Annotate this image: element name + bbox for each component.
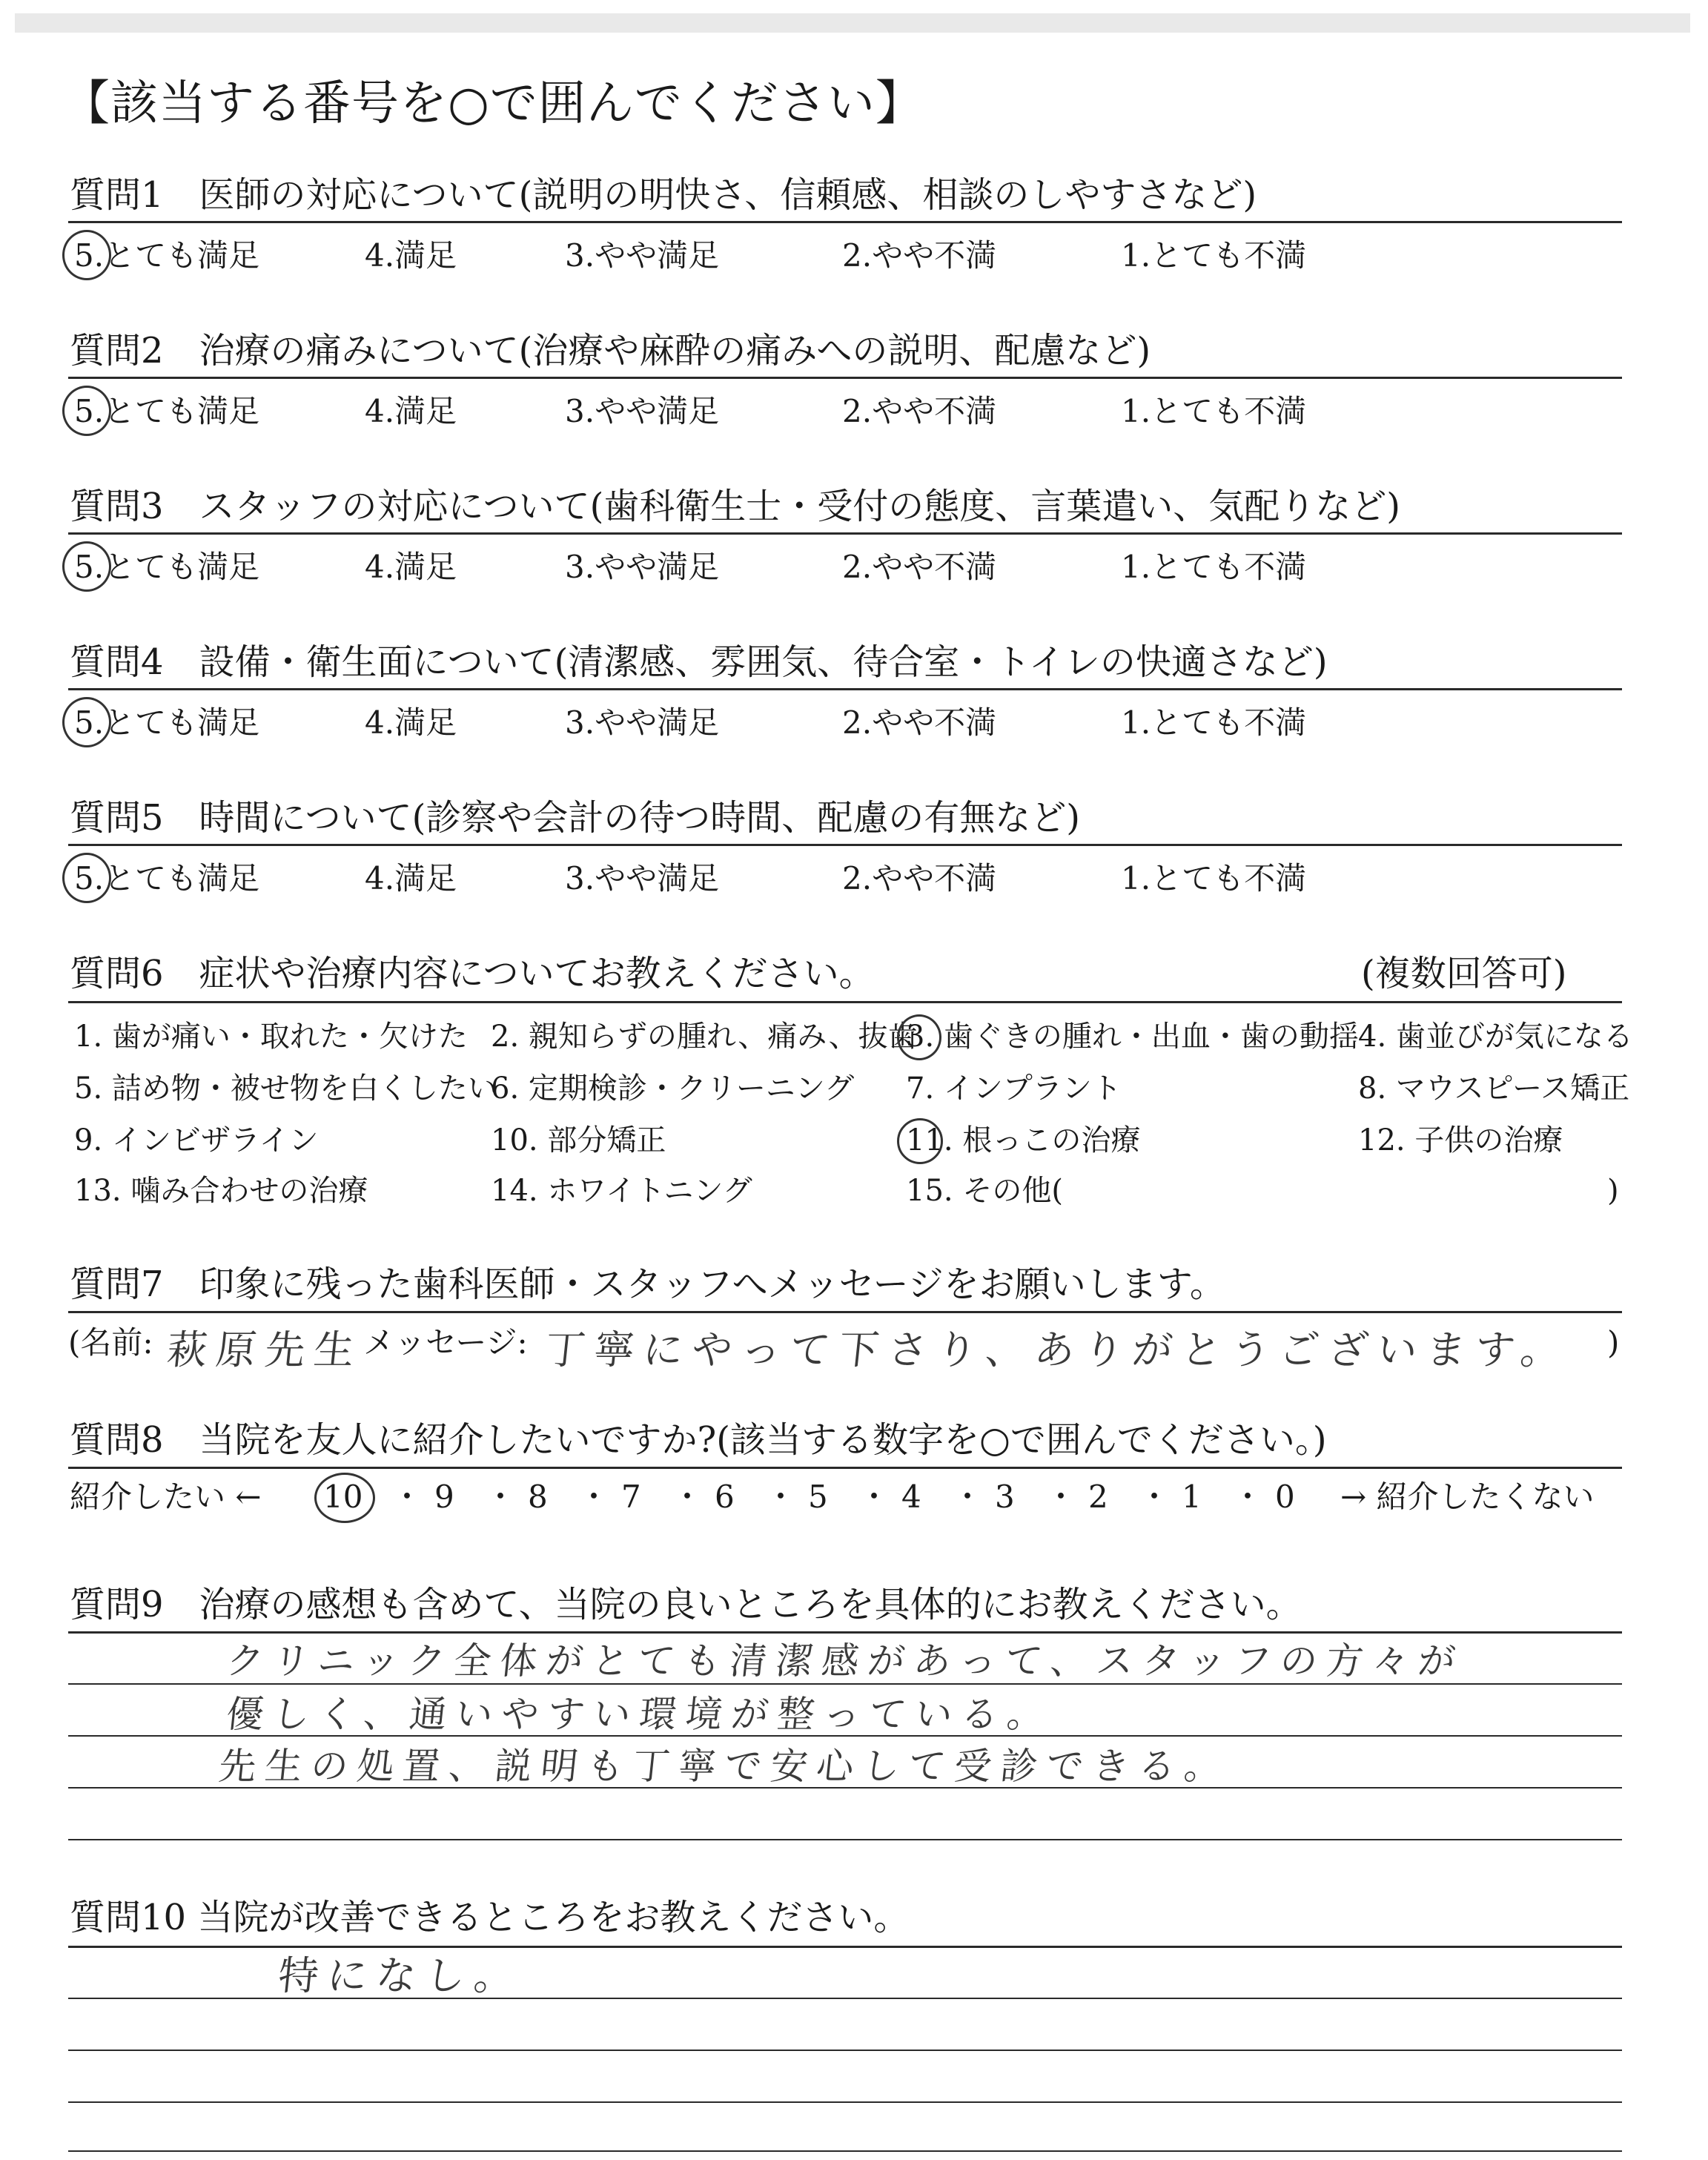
q6-other-close-paren: ) [1607, 1174, 1619, 1208]
q6-option-14[interactable]: 14. ホワイトニング [491, 1174, 752, 1208]
q8-dot: ・ [1045, 1479, 1077, 1515]
q6-option-7[interactable]: 7. インプラント [906, 1071, 1122, 1106]
q8-scale-6[interactable]: 6 [715, 1479, 735, 1515]
q1-option-2[interactable]: 2.やや不満 [842, 237, 997, 274]
q6-option-10[interactable]: 10. 部分矯正 [491, 1123, 666, 1157]
answer-line [68, 2101, 1622, 2103]
q4-option-2[interactable]: 2.やや不満 [842, 704, 997, 741]
divider [68, 688, 1622, 690]
q7-message-label: メッセージ: [363, 1324, 528, 1361]
q6-option-13[interactable]: 13. 噛み合わせの治療 [74, 1174, 368, 1208]
q9-answer-line-1[interactable]: クリニック全体がとても清潔感があって、スタッフの方々が [224, 1639, 1467, 1682]
q8-scale-8[interactable]: 8 [528, 1479, 548, 1515]
q5-option-1[interactable]: 1.とても不満 [1121, 860, 1307, 896]
q8-dot: ・ [765, 1479, 797, 1515]
q5-selection-circle [62, 853, 111, 903]
question-10-title: 質問10 当院が改善できるところをお教えください。 [70, 1897, 910, 1938]
q8-dot: ・ [578, 1479, 610, 1515]
q8-dot: ・ [952, 1479, 984, 1515]
q2-selection-circle [62, 386, 111, 436]
q8-right-label: → 紹介したくない [1340, 1479, 1595, 1515]
answer-line [68, 2050, 1622, 2051]
q8-scale-1[interactable]: 1 [1182, 1479, 1202, 1515]
q7-name-handwritten[interactable]: 萩原先生 [165, 1327, 365, 1373]
q3-selection-circle [62, 541, 111, 592]
q4-option-3[interactable]: 3.やや満足 [565, 704, 720, 741]
q8-scale-3[interactable]: 3 [995, 1479, 1015, 1515]
q1-option-3[interactable]: 3.やや満足 [565, 237, 720, 274]
q3-option-2[interactable]: 2.やや不満 [842, 549, 997, 585]
q6-option-1[interactable]: 1. 歯が痛い・取れた・欠けた [74, 1020, 468, 1054]
q1-option-5[interactable]: 5.とても満足 [74, 237, 260, 274]
scan-top-edge [15, 13, 1690, 33]
q6-option-11[interactable]: 11. 根っこの治療 [906, 1123, 1141, 1157]
q8-scale-0[interactable]: 0 [1275, 1479, 1295, 1515]
q8-left-label: 紹介したい ← [70, 1479, 262, 1515]
q6-option-15[interactable]: 15. その他( [906, 1174, 1063, 1208]
divider [68, 1001, 1622, 1003]
q8-scale-4[interactable]: 4 [901, 1479, 921, 1515]
q2-option-3[interactable]: 3.やや満足 [565, 393, 720, 429]
divider [68, 377, 1622, 379]
q2-option-4[interactable]: 4.満足 [365, 393, 457, 429]
question-1-title: 質問1 医師の対応について(説明の明快さ、信頼感、相談のしやすさなど) [70, 174, 1257, 216]
q8-scale-9[interactable]: 9 [434, 1479, 454, 1515]
q8-dot: ・ [485, 1479, 517, 1515]
question-4-title: 質問4 設備・衛生面について(清潔感、雰囲気、待合室・トイレの快適さなど) [70, 641, 1328, 683]
q9-answer-line-2[interactable]: 優しく、通いやすい環境が整っている。 [224, 1693, 1056, 1736]
question-2-title: 質問2 治療の痛みについて(治療や麻酔の痛みへの説明、配慮など) [70, 330, 1151, 371]
q9-answer-line-3[interactable]: 先生の処置、説明も丁寧で安心して受診できる。 [216, 1745, 1233, 1788]
q6-option-12[interactable]: 12. 子供の治療 [1358, 1123, 1563, 1157]
q2-option-1[interactable]: 1.とても不満 [1121, 393, 1307, 429]
q6-option-6[interactable]: 6. 定期検診・クリーニング [491, 1071, 855, 1106]
q3-option-3[interactable]: 3.やや満足 [565, 549, 720, 585]
q7-name-label: (名前: [68, 1324, 153, 1361]
q7-message-handwritten[interactable]: 丁寧にやって下さり、ありがとうございます。 [543, 1327, 1572, 1373]
q8-selection-circle [314, 1473, 375, 1523]
q8-dot: ・ [1232, 1479, 1264, 1515]
q6-option-9[interactable]: 9. インビザライン [74, 1123, 319, 1157]
divider [68, 844, 1622, 846]
divider [68, 1311, 1622, 1313]
q8-scale-2[interactable]: 2 [1088, 1479, 1108, 1515]
q8-scale-5[interactable]: 5 [808, 1479, 828, 1515]
answer-line [68, 1839, 1622, 1840]
question-8-title: 質問8 当院を友人に紹介したいですか?(該当する数字を○で囲んでください。) [70, 1419, 1327, 1461]
q4-option-4[interactable]: 4.満足 [365, 704, 457, 741]
divider [68, 532, 1622, 535]
q4-option-5[interactable]: 5.とても満足 [74, 704, 260, 741]
q6-option-11-circle [897, 1118, 943, 1164]
divider [68, 1467, 1622, 1469]
q8-dot: ・ [391, 1479, 423, 1515]
q1-option-1[interactable]: 1.とても不満 [1121, 237, 1307, 274]
q1-selection-circle [62, 230, 111, 280]
q3-option-5[interactable]: 5.とても満足 [74, 549, 260, 585]
q5-option-3[interactable]: 3.やや満足 [565, 860, 720, 896]
q6-option-2[interactable]: 2. 親知らずの腫れ、痛み、抜歯 [491, 1020, 918, 1054]
question-7-title: 質問7 印象に残った歯科医師・スタッフへメッセージをお願いします。 [70, 1264, 1225, 1305]
divider [68, 221, 1622, 223]
q8-scale-10[interactable]: 10 [323, 1479, 363, 1515]
q4-option-1[interactable]: 1.とても不満 [1121, 704, 1307, 741]
q5-option-4[interactable]: 4.満足 [365, 860, 457, 896]
q8-dot: ・ [1139, 1479, 1171, 1515]
q5-option-5[interactable]: 5.とても満足 [74, 860, 260, 896]
q6-option-8[interactable]: 8. マウスピース矯正 [1358, 1071, 1630, 1106]
q8-scale-7[interactable]: 7 [621, 1479, 641, 1515]
q6-option-3-circle [897, 1014, 941, 1060]
question-9-title: 質問9 治療の感想も含めて、当院の良いところを具体的にお教えください。 [70, 1584, 1302, 1625]
q6-option-4[interactable]: 4. 歯並びが気になる [1358, 1020, 1633, 1054]
q6-option-5[interactable]: 5. 詰め物・被せ物を白くしたい [74, 1071, 497, 1106]
instruction-heading: 【該当する番号を○で囲んでください】 [62, 76, 924, 131]
q2-option-2[interactable]: 2.やや不満 [842, 393, 997, 429]
q8-dot: ・ [858, 1479, 890, 1515]
question-6-title: 質問6 症状や治療内容についてお教えください。 [70, 953, 875, 994]
q10-answer-line-1[interactable]: 特になし。 [276, 1952, 526, 1999]
q2-option-5[interactable]: 5.とても満足 [74, 393, 260, 429]
answer-line [68, 2150, 1622, 2152]
q7-close-paren: ) [1607, 1324, 1620, 1361]
multiple-answers-note: (複数回答可) [1361, 953, 1567, 994]
q8-dot: ・ [672, 1479, 704, 1515]
q4-selection-circle [62, 697, 111, 747]
q5-option-2[interactable]: 2.やや不満 [842, 860, 997, 896]
question-3-title: 質問3 スタッフの対応について(歯科衛生士・受付の態度、言葉遣い、気配りなど) [70, 486, 1401, 527]
question-5-title: 質問5 時間について(診察や会計の待つ時間、配慮の有無など) [70, 797, 1081, 839]
q6-option-3[interactable]: 3. 歯ぐきの腫れ・出血・歯の動揺 [906, 1020, 1359, 1054]
q3-option-4[interactable]: 4.満足 [365, 549, 457, 585]
q1-option-4[interactable]: 4.満足 [365, 237, 457, 274]
q3-option-1[interactable]: 1.とても不満 [1121, 549, 1307, 585]
